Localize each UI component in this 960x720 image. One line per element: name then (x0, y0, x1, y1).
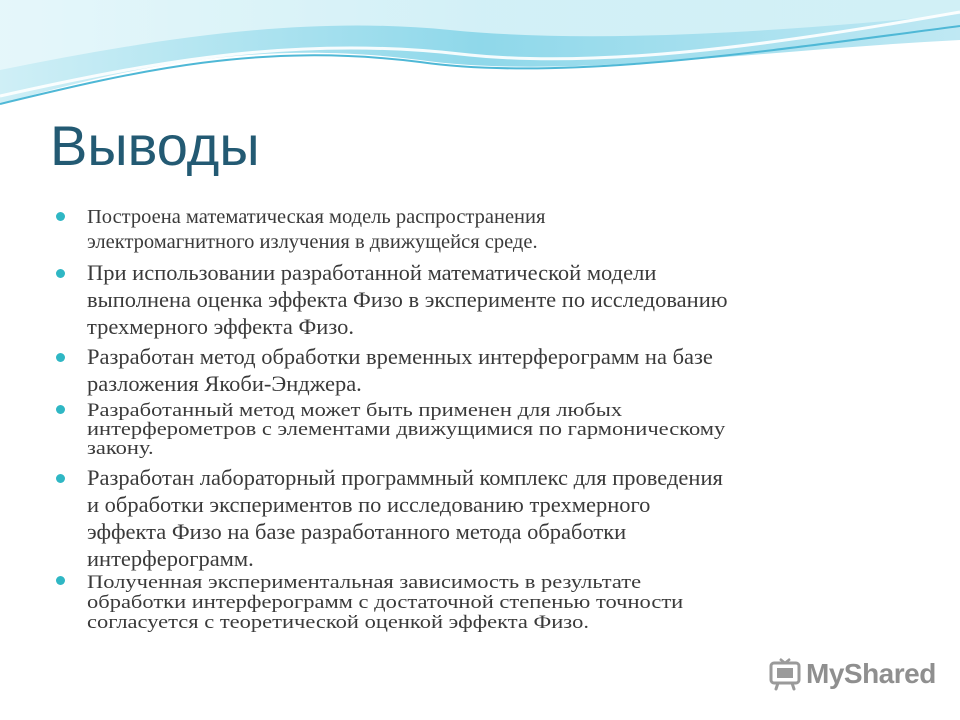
bullet-4-line-2: интерферометров с элементами движущимися по гармоническому (87, 418, 726, 439)
bullet-2-line-1: При использовании разработанной математической модели (87, 260, 657, 285)
myshared-watermark (768, 656, 936, 692)
bullet-dot (56, 576, 65, 585)
bullet-5-line-4: интерферограмм. (87, 546, 254, 571)
slide-title: Выводы (50, 114, 260, 177)
watermark-text: MyShared (806, 658, 936, 689)
bullet-6-line-1: Полученная экспериментальная зависимость в результате (87, 571, 642, 592)
myshared-logo-icon (768, 657, 802, 691)
bullet-5-line-3: эффекта Физо на базе разработанного метода обработки (87, 519, 627, 544)
bullet-6-line-3: согласуется с теоретической оценкой эффекта Физо. (87, 611, 589, 632)
bullet-2-line-2: выполнена оценка эффекта Физо в эксперименте по исследованию (87, 287, 728, 312)
bullet-4-line-3: закону. (87, 437, 154, 458)
bullet-2-line-3: трехмерного эффекта Физо. (87, 314, 354, 339)
bullet-3-line-1: Разработан метод обработки временных интерферограмм на базе (87, 344, 713, 369)
bullet-dot (56, 405, 65, 414)
bullet-dot (56, 269, 65, 278)
bullet-4-line-1: Разработанный метод может быть применен для любых (87, 399, 623, 420)
bullet-dot (56, 212, 65, 221)
bullet-1-line-2: электромагнитного излучения в движущейся среде. (87, 231, 538, 253)
bullet-dot (56, 353, 65, 362)
bullet-3-line-2: разложения Якоби-Энджера. (87, 371, 362, 396)
bullet-5-line-1: Разработан лабораторный программный комплекс для проведения (87, 465, 723, 490)
bullet-6-line-2: обработки интерферограмм с достаточной степенью точности (87, 591, 684, 612)
bullet-1-line-1: Построена математическая модель распространения (87, 206, 546, 228)
bullet-dot (56, 474, 65, 483)
bullet-5-line-2: и обработки экспериментов по исследованию трехмерного (87, 492, 651, 517)
